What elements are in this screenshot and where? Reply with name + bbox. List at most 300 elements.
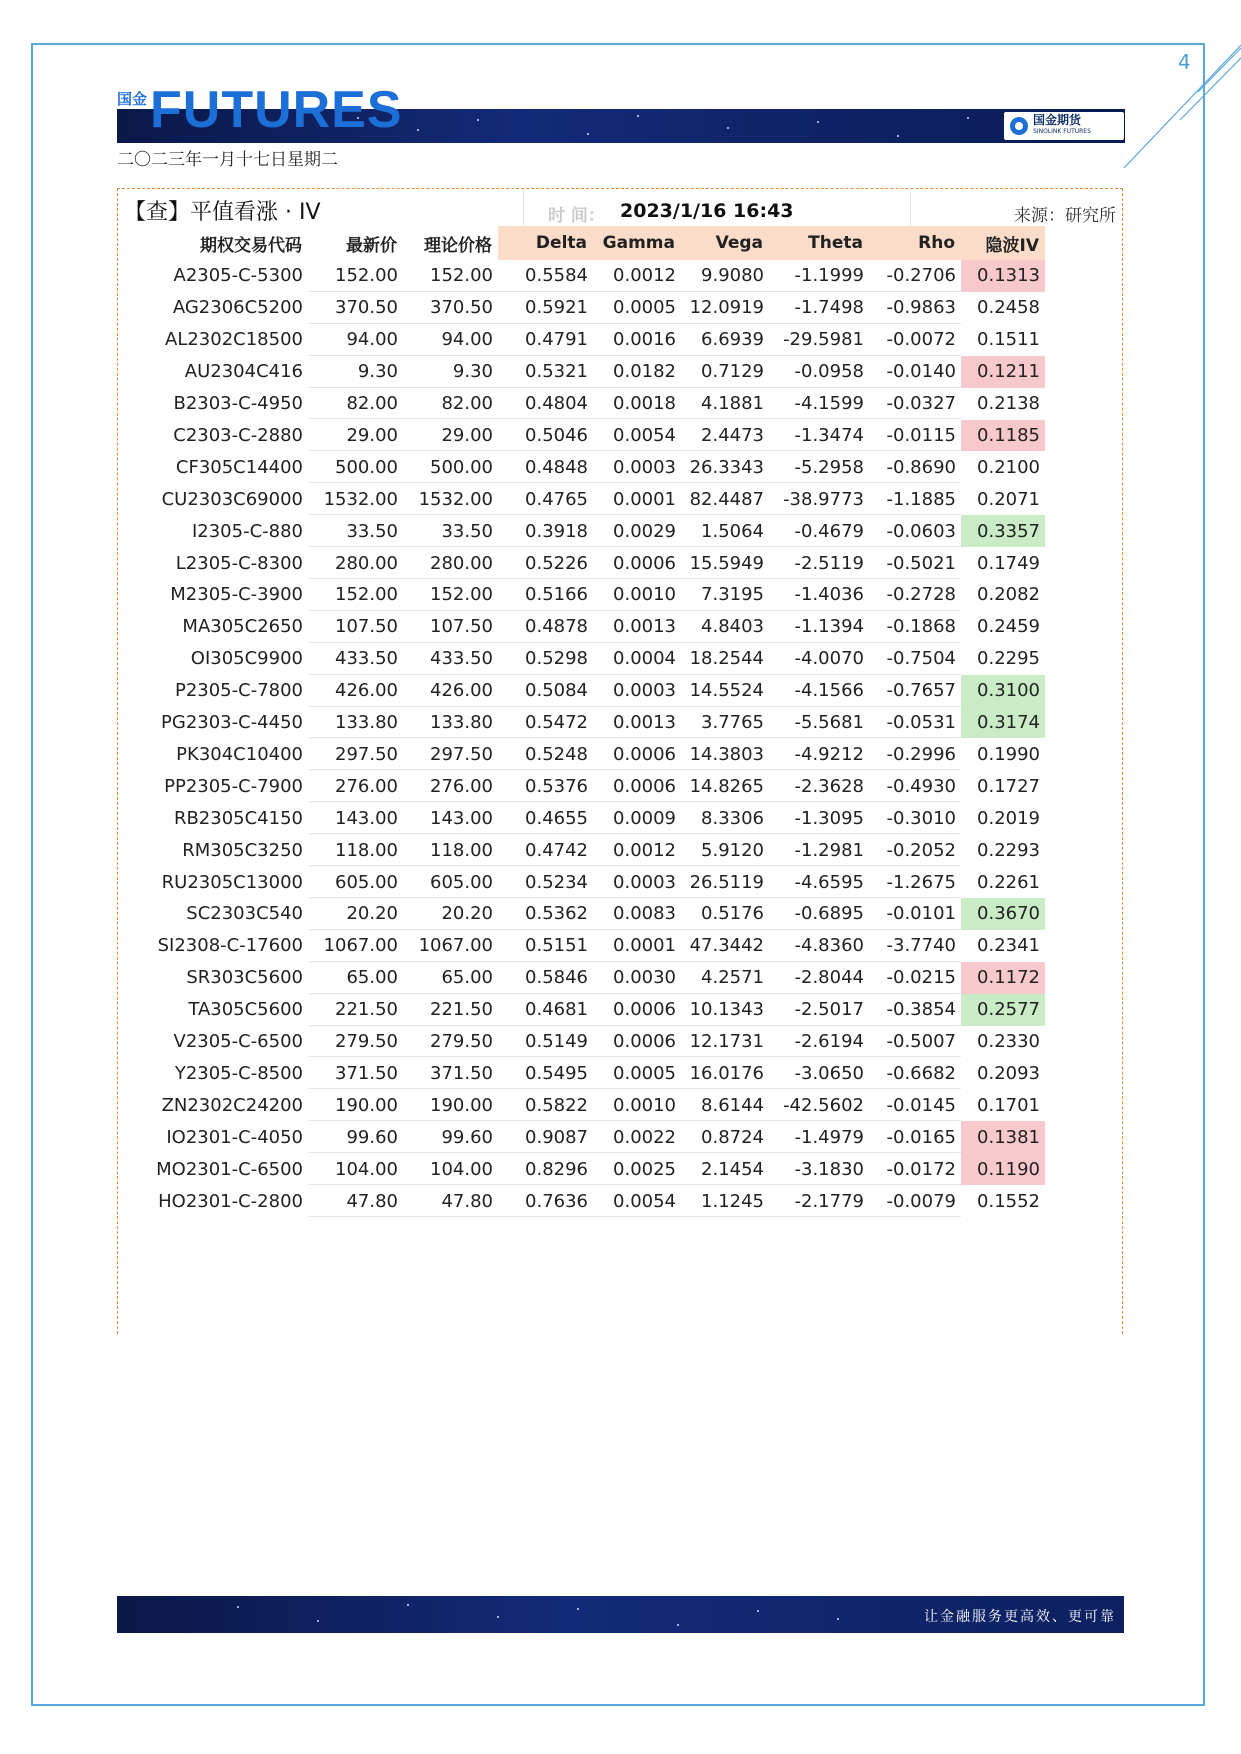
table-row — [118, 515, 1122, 547]
col-vega-cell: 14.5524 — [689, 680, 764, 702]
col-last-price-cell: 20.20 — [346, 903, 398, 925]
col-theta-cell: -1.7498 — [794, 297, 864, 319]
col-last-price-cell: 371.50 — [335, 1062, 398, 1084]
col-code-cell: RM305C3250 — [182, 839, 303, 861]
col-vega-cell: 2.4473 — [701, 424, 764, 446]
col-vega-cell: 1.1245 — [701, 1190, 764, 1212]
col-last-price-cell: 605.00 — [335, 871, 398, 893]
col-iv-cell: 0.1511 — [977, 329, 1040, 351]
col-code-cell: PP2305-C-7900 — [164, 775, 303, 797]
col-gamma-cell: 0.0003 — [613, 680, 676, 702]
col-rho-cell: -1.1885 — [886, 488, 956, 510]
col-iv-cell: 0.2293 — [977, 839, 1040, 861]
col-theo-price-cell: 65.00 — [441, 967, 493, 989]
brand-futures-wordmark: FUTURES — [150, 81, 403, 139]
table-row — [118, 834, 1122, 866]
col-theta-cell: -1.4036 — [794, 584, 864, 606]
col-gamma-cell: 0.0022 — [613, 1126, 676, 1148]
col-theta-cell: -4.1566 — [794, 680, 864, 702]
time-label: 时 间： — [548, 206, 605, 226]
col-theo-price-cell: 1532.00 — [418, 488, 493, 510]
col-code-cell: RU2305C13000 — [161, 871, 303, 893]
col-gamma-cell: 0.0054 — [613, 424, 676, 446]
col-iv-header: 隐波IV — [961, 226, 1045, 260]
col-theo-price-cell: 276.00 — [430, 775, 493, 797]
col-code-cell: P2305-C-7800 — [174, 680, 303, 702]
col-theo-price-cell: 190.00 — [430, 1094, 493, 1116]
col-theo-price-cell: 82.00 — [441, 393, 493, 415]
col-vega-cell: 10.1343 — [689, 999, 764, 1021]
col-code-cell: PK304C10400 — [176, 743, 303, 765]
source-label: 来源：研究所 — [1014, 206, 1116, 226]
table-row — [118, 1026, 1122, 1058]
col-iv-cell: 0.1211 — [961, 356, 1045, 388]
col-vega-cell: 2.1454 — [701, 1158, 764, 1180]
col-gamma-cell: 0.0013 — [613, 616, 676, 638]
col-gamma-cell: 0.0010 — [613, 1094, 676, 1116]
col-iv-cell: 0.1701 — [977, 1094, 1040, 1116]
col-gamma-cell: 0.0018 — [613, 393, 676, 415]
table-row — [118, 962, 1122, 994]
col-rho-cell: -0.5007 — [886, 1031, 956, 1053]
col-last-price-cell: 280.00 — [335, 552, 398, 574]
col-theta-cell: -4.1599 — [794, 393, 864, 415]
col-theta-header: Theta — [769, 226, 869, 260]
col-vega-cell: 4.1881 — [701, 393, 764, 415]
table-row — [118, 483, 1122, 515]
col-rho-cell: -0.0172 — [886, 1158, 956, 1180]
col-last-price-cell: 82.00 — [346, 393, 398, 415]
col-delta-cell: 0.4791 — [525, 329, 588, 351]
col-gamma-cell: 0.0006 — [613, 552, 676, 574]
col-gamma-cell: 0.0029 — [613, 520, 676, 542]
col-rho-cell: -0.0101 — [886, 903, 956, 925]
col-iv-cell: 0.2295 — [977, 648, 1040, 670]
col-theta-cell: -2.5017 — [794, 999, 864, 1021]
col-gamma-cell: 0.0013 — [613, 712, 676, 734]
col-vega-cell: 15.5949 — [689, 552, 764, 574]
col-vega-cell: 9.9080 — [701, 265, 764, 287]
col-last-price-cell: 94.00 — [346, 329, 398, 351]
col-vega-cell: 5.9120 — [701, 839, 764, 861]
col-rho-cell: -0.1868 — [886, 616, 956, 638]
col-theta-cell: -4.9212 — [794, 743, 864, 765]
col-code-cell: ZN2302C24200 — [161, 1094, 303, 1116]
col-theo-price-cell: 133.80 — [430, 712, 493, 734]
col-theta-cell: -5.5681 — [794, 712, 864, 734]
col-code-cell: B2303-C-4950 — [173, 393, 303, 415]
col-iv-cell: 0.1381 — [961, 1121, 1045, 1153]
col-vega-cell: 8.6144 — [701, 1094, 764, 1116]
col-gamma-cell: 0.0025 — [613, 1158, 676, 1180]
table-row — [118, 770, 1122, 802]
col-rho-cell: -0.2728 — [886, 584, 956, 606]
col-last-price-cell: 1067.00 — [323, 935, 398, 957]
col-code-cell: TA305C5600 — [188, 999, 303, 1021]
col-theo-price-cell: 605.00 — [430, 871, 493, 893]
col-code-cell: Y2305-C-8500 — [174, 1062, 303, 1084]
col-iv-cell: 0.2100 — [977, 456, 1040, 478]
col-iv-cell: 0.3100 — [961, 675, 1045, 707]
col-last-price-cell: 33.50 — [346, 520, 398, 542]
col-iv-cell: 0.3174 — [961, 707, 1045, 739]
col-delta-cell: 0.5234 — [525, 871, 588, 893]
table-row — [118, 1089, 1122, 1121]
col-theta-cell: -3.0650 — [794, 1062, 864, 1084]
col-theta-cell: -4.6595 — [794, 871, 864, 893]
col-theta-cell: -3.1830 — [794, 1158, 864, 1180]
col-iv-cell: 0.2330 — [977, 1031, 1040, 1053]
col-code-cell: OI305C9900 — [190, 648, 303, 670]
col-gamma-cell: 0.0003 — [613, 871, 676, 893]
table-row — [118, 707, 1122, 739]
col-theta-cell: -1.1999 — [794, 265, 864, 287]
col-code-cell: V2305-C-6500 — [173, 1031, 303, 1053]
col-rho-cell: -0.0531 — [886, 712, 956, 734]
col-theo-price-cell: 426.00 — [430, 680, 493, 702]
col-delta-cell: 0.4765 — [525, 488, 588, 510]
col-theo-price-header: 理论价格 — [424, 235, 492, 256]
table-row — [118, 420, 1122, 452]
col-iv-cell: 0.1552 — [977, 1190, 1040, 1212]
options-table — [117, 188, 1123, 1334]
col-delta-cell: 0.5321 — [525, 361, 588, 383]
col-last-price-cell: 426.00 — [335, 680, 398, 702]
col-code-cell: RB2305C4150 — [173, 807, 303, 829]
col-delta-cell: 0.5248 — [525, 743, 588, 765]
col-theta-cell: -1.3474 — [794, 424, 864, 446]
col-delta-cell: 0.5046 — [525, 424, 588, 446]
col-theta-cell: -2.3628 — [794, 775, 864, 797]
col-rho-cell: -0.9863 — [886, 297, 956, 319]
report-date: 二〇二三年一月十七日星期二 — [117, 150, 338, 170]
page-number: 4 — [1178, 50, 1191, 74]
col-rho-cell: -3.7740 — [886, 935, 956, 957]
col-rho-cell: -0.0165 — [886, 1126, 956, 1148]
col-theo-price-cell: 1067.00 — [418, 935, 493, 957]
col-theo-price-cell: 433.50 — [430, 648, 493, 670]
table-row — [118, 1121, 1122, 1153]
col-vega-cell: 47.3442 — [689, 935, 764, 957]
brand-cn-mark: 国金 — [117, 90, 148, 108]
col-last-price-cell: 65.00 — [346, 967, 398, 989]
col-gamma-cell: 0.0001 — [613, 488, 676, 510]
col-theta-cell: -2.5119 — [794, 552, 864, 574]
col-gamma-cell: 0.0006 — [613, 775, 676, 797]
col-theo-price-cell: 500.00 — [430, 456, 493, 478]
col-theta-cell: -0.0958 — [794, 361, 864, 383]
col-delta-cell: 0.5846 — [525, 967, 588, 989]
col-code-cell: CF305C14400 — [175, 456, 303, 478]
col-theta-cell: -1.1394 — [794, 616, 864, 638]
col-gamma-cell: 0.0006 — [613, 999, 676, 1021]
col-code-cell: CU2303C69000 — [161, 488, 303, 510]
col-vega-cell: 26.5119 — [689, 871, 764, 893]
col-rho-cell: -0.0140 — [886, 361, 956, 383]
col-code-cell: M2305-C-3900 — [170, 584, 303, 606]
table-row — [118, 994, 1122, 1026]
col-vega-cell: 0.7129 — [701, 361, 764, 383]
col-last-price-cell: 133.80 — [335, 712, 398, 734]
col-delta-header: Delta — [498, 226, 593, 260]
col-gamma-cell: 0.0005 — [613, 1062, 676, 1084]
col-last-price-cell: 297.50 — [335, 743, 398, 765]
col-gamma-cell: 0.0030 — [613, 967, 676, 989]
col-delta-cell: 0.4681 — [525, 999, 588, 1021]
col-theo-price-cell: 371.50 — [430, 1062, 493, 1084]
col-code-cell: AG2306C5200 — [172, 297, 303, 319]
col-vega-cell: 18.2544 — [689, 648, 764, 670]
col-vega-cell: 12.0919 — [689, 297, 764, 319]
col-theo-price-cell: 280.00 — [430, 552, 493, 574]
col-vega-cell: 0.8724 — [701, 1126, 764, 1148]
col-theo-price-cell: 152.00 — [430, 265, 493, 287]
col-rho-cell: -0.7657 — [886, 680, 956, 702]
col-last-price-cell: 152.00 — [335, 584, 398, 606]
col-rho-cell: -0.2052 — [886, 839, 956, 861]
col-theta-cell: -1.2981 — [794, 839, 864, 861]
col-iv-cell: 0.2093 — [977, 1062, 1040, 1084]
col-gamma-cell: 0.0006 — [613, 743, 676, 765]
col-last-price-cell: 279.50 — [335, 1031, 398, 1053]
col-code-cell: SC2303C540 — [186, 903, 303, 925]
col-theo-price-cell: 94.00 — [441, 329, 493, 351]
col-iv-cell: 0.2138 — [977, 393, 1040, 415]
col-gamma-cell: 0.0005 — [613, 297, 676, 319]
col-gamma-cell: 0.0083 — [613, 903, 676, 925]
col-theta-cell: -1.3095 — [794, 807, 864, 829]
col-rho-cell: -0.0115 — [886, 424, 956, 446]
col-delta-cell: 0.5921 — [525, 297, 588, 319]
col-rho-cell: -0.0215 — [886, 967, 956, 989]
col-last-price-cell: 9.30 — [357, 361, 398, 383]
col-gamma-cell: 0.0054 — [613, 1190, 676, 1212]
col-gamma-cell: 0.0003 — [613, 456, 676, 478]
col-last-price-cell: 104.00 — [335, 1158, 398, 1180]
col-delta-cell: 0.4742 — [525, 839, 588, 861]
col-theo-price-cell: 152.00 — [430, 584, 493, 606]
col-theta-cell: -4.8360 — [794, 935, 864, 957]
table-row — [118, 611, 1122, 643]
col-code-cell: SR303C5600 — [186, 967, 303, 989]
col-iv-cell: 0.2341 — [977, 935, 1040, 957]
col-theta-cell: -2.6194 — [794, 1031, 864, 1053]
col-code-cell: L2305-C-8300 — [175, 552, 303, 574]
col-iv-cell: 0.3357 — [961, 515, 1045, 547]
col-code-cell: MA305C2650 — [182, 616, 303, 638]
col-rho-cell: -0.4930 — [886, 775, 956, 797]
col-iv-cell: 0.1172 — [961, 962, 1045, 994]
col-rho-cell: -0.5021 — [886, 552, 956, 574]
col-rho-header: Rho — [869, 226, 961, 260]
col-delta-cell: 0.7636 — [525, 1190, 588, 1212]
col-code-cell: MO2301-C-6500 — [156, 1158, 303, 1180]
row-divider — [308, 1216, 961, 1217]
col-last-price-cell: 276.00 — [335, 775, 398, 797]
col-rho-cell: -0.2996 — [886, 743, 956, 765]
col-theta-cell: -2.8044 — [794, 967, 864, 989]
col-code-cell: C2303-C-2880 — [173, 424, 303, 446]
col-iv-cell: 0.1990 — [977, 743, 1040, 765]
col-theo-price-cell: 104.00 — [430, 1158, 493, 1180]
col-theo-price-cell: 118.00 — [430, 839, 493, 861]
footer-banner — [117, 1596, 1124, 1633]
col-theo-price-cell: 221.50 — [430, 999, 493, 1021]
col-vega-cell: 4.2571 — [701, 967, 764, 989]
col-vega-cell: 26.3343 — [689, 456, 764, 478]
col-vega-cell: 14.8265 — [689, 775, 764, 797]
col-code-cell: IO2301-C-4050 — [166, 1126, 303, 1148]
col-rho-cell: -0.0603 — [886, 520, 956, 542]
table-row — [118, 1153, 1122, 1185]
col-vega-header: Vega — [681, 226, 769, 260]
col-last-price-cell: 107.50 — [335, 616, 398, 638]
table-row — [118, 324, 1122, 356]
col-rho-cell: -1.2675 — [886, 871, 956, 893]
col-theta-cell: -1.4979 — [794, 1126, 864, 1148]
col-delta-cell: 0.4848 — [525, 456, 588, 478]
time-value: 2023/1/16 16:43 — [620, 200, 794, 222]
col-last-price-cell: 152.00 — [335, 265, 398, 287]
col-vega-cell: 1.5064 — [701, 520, 764, 542]
col-rho-cell: -0.0327 — [886, 393, 956, 415]
col-delta-cell: 0.4655 — [525, 807, 588, 829]
table-row — [118, 1058, 1122, 1090]
table-row — [118, 579, 1122, 611]
col-delta-cell: 0.5362 — [525, 903, 588, 925]
col-theta-cell: -0.6895 — [794, 903, 864, 925]
col-gamma-cell: 0.0009 — [613, 807, 676, 829]
col-vega-cell: 0.5176 — [701, 903, 764, 925]
col-iv-cell: 0.1313 — [961, 260, 1045, 292]
col-last-price-cell: 433.50 — [335, 648, 398, 670]
table-row — [118, 866, 1122, 898]
col-code-header: 期权交易代码 — [200, 235, 302, 256]
col-delta-cell: 0.5376 — [525, 775, 588, 797]
col-delta-cell: 0.9087 — [525, 1126, 588, 1148]
table-row — [118, 260, 1122, 292]
col-code-cell: HO2301-C-2800 — [158, 1190, 303, 1212]
col-rho-cell: -0.0072 — [886, 329, 956, 351]
col-last-price-cell: 29.00 — [346, 424, 398, 446]
col-rho-cell: -0.8690 — [886, 456, 956, 478]
col-delta-cell: 0.5084 — [525, 680, 588, 702]
col-theo-price-cell: 99.60 — [441, 1126, 493, 1148]
col-code-cell: SI2308-C-17600 — [157, 935, 303, 957]
table-row — [118, 802, 1122, 834]
col-code-cell: I2305-C-880 — [191, 520, 303, 542]
col-iv-cell: 0.1749 — [977, 552, 1040, 574]
col-last-price-cell: 370.50 — [335, 297, 398, 319]
col-vega-cell: 82.4487 — [689, 488, 764, 510]
col-gamma-cell: 0.0010 — [613, 584, 676, 606]
table-title-row — [118, 189, 1122, 226]
col-delta-cell: 0.5298 — [525, 648, 588, 670]
table-row — [118, 675, 1122, 707]
col-theo-price-cell: 297.50 — [430, 743, 493, 765]
table-row — [118, 898, 1122, 930]
col-theo-price-cell: 107.50 — [430, 616, 493, 638]
col-vega-cell: 14.3803 — [689, 743, 764, 765]
col-theta-cell: -2.1779 — [794, 1190, 864, 1212]
col-delta-cell: 0.4804 — [525, 393, 588, 415]
col-iv-cell: 0.1190 — [961, 1153, 1045, 1185]
col-last-price-cell: 190.00 — [335, 1094, 398, 1116]
col-delta-cell: 0.5472 — [525, 712, 588, 734]
col-delta-cell: 0.5584 — [525, 265, 588, 287]
col-iv-cell: 0.2082 — [977, 584, 1040, 606]
table-row — [118, 643, 1122, 675]
col-theo-price-cell: 370.50 — [430, 297, 493, 319]
col-last-price-cell: 143.00 — [335, 807, 398, 829]
col-vega-cell: 8.3306 — [701, 807, 764, 829]
col-gamma-cell: 0.0006 — [613, 1031, 676, 1053]
table-row — [118, 451, 1122, 483]
col-theta-cell: -5.2958 — [794, 456, 864, 478]
col-last-price-cell: 1532.00 — [323, 488, 398, 510]
col-vega-cell: 4.8403 — [701, 616, 764, 638]
col-theo-price-cell: 279.50 — [430, 1031, 493, 1053]
col-theta-cell: -38.9773 — [783, 488, 864, 510]
table-row — [118, 930, 1122, 962]
col-iv-cell: 0.2019 — [977, 807, 1040, 829]
col-gamma-cell: 0.0016 — [613, 329, 676, 351]
sinolink-logo-icon — [1010, 117, 1028, 135]
col-theo-price-cell: 33.50 — [441, 520, 493, 542]
col-vega-cell: 3.7765 — [701, 712, 764, 734]
col-iv-cell: 0.2577 — [961, 994, 1045, 1026]
col-theo-price-cell: 47.80 — [441, 1190, 493, 1212]
col-code-cell: AU2304C416 — [184, 361, 303, 383]
col-rho-cell: -0.0145 — [886, 1094, 956, 1116]
col-iv-cell: 0.3670 — [961, 898, 1045, 930]
col-vega-cell: 6.6939 — [701, 329, 764, 351]
col-vega-cell: 7.3195 — [701, 584, 764, 606]
col-delta-cell: 0.5151 — [525, 935, 588, 957]
col-last-price-cell: 47.80 — [346, 1190, 398, 1212]
col-theta-cell: -42.5602 — [783, 1094, 864, 1116]
col-rho-cell: -0.0079 — [886, 1190, 956, 1212]
col-iv-cell: 0.2071 — [977, 488, 1040, 510]
col-gamma-cell: 0.0012 — [613, 265, 676, 287]
table-row — [118, 1185, 1122, 1217]
col-delta-cell: 0.5149 — [525, 1031, 588, 1053]
col-delta-cell: 0.8296 — [525, 1158, 588, 1180]
col-delta-cell: 0.4878 — [525, 616, 588, 638]
col-vega-cell: 16.0176 — [689, 1062, 764, 1084]
col-rho-cell: -0.3010 — [886, 807, 956, 829]
col-rho-cell: -0.2706 — [886, 265, 956, 287]
col-gamma-header: Gamma — [593, 226, 681, 260]
col-vega-cell: 12.1731 — [689, 1031, 764, 1053]
col-theo-price-cell: 9.30 — [452, 361, 493, 383]
col-theta-cell: -0.4679 — [794, 520, 864, 542]
col-last-price-cell: 118.00 — [335, 839, 398, 861]
col-gamma-cell: 0.0012 — [613, 839, 676, 861]
col-rho-cell: -0.3854 — [886, 999, 956, 1021]
col-last-price-cell: 99.60 — [346, 1126, 398, 1148]
col-code-cell: A2305-C-5300 — [173, 265, 303, 287]
col-theo-price-cell: 143.00 — [430, 807, 493, 829]
col-delta-cell: 0.3918 — [525, 520, 588, 542]
col-rho-cell: -0.6682 — [886, 1062, 956, 1084]
col-delta-cell: 0.5495 — [525, 1062, 588, 1084]
table-row — [118, 388, 1122, 420]
col-iv-cell: 0.2459 — [977, 616, 1040, 638]
col-last-price-cell: 221.50 — [335, 999, 398, 1021]
col-iv-cell: 0.2261 — [977, 871, 1040, 893]
col-code-cell: PG2303-C-4450 — [161, 712, 303, 734]
